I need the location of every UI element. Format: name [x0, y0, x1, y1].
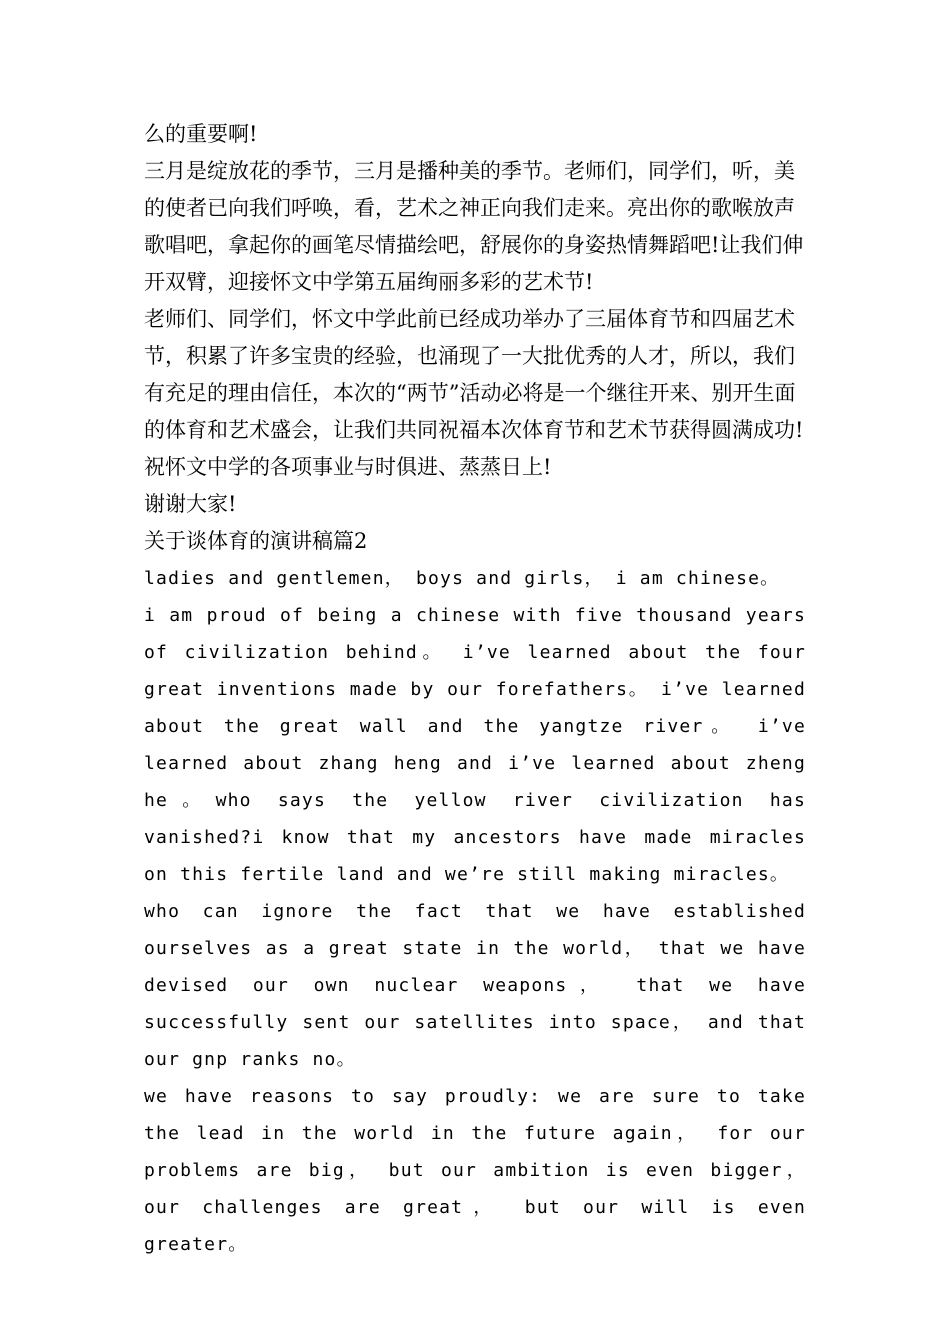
section-title: 关于谈体育的演讲稿篇2 [144, 529, 368, 553]
english-paragraph-future: we have reasons to say proudly: we are sure to take the lead in the world in the future again， for our problems are big， but our ambition is even bigger， our challenges are great， but our will is even greater。 [144, 1086, 819, 1255]
english-paragraph-achievements: who can ignore the fact that we have established ourselves as a great state in the world， that we have devised our own nuclear weapons， that we have successfully sent our satellites into space， and that our gnp ranks no。 [144, 901, 819, 1070]
english-paragraph-civilization: i am proud of being a chinese with five thousand years of civilization behind。 i’ve learned about the four great inventions made by our forefathers。 i’ve learned about the great wall and the yangtze river。 i’ve learned about zhang heng and i’ve learned about zheng he。who says the yellow river civilization has vanished?i know that my ancestors have made miracles on this fertile land and we’re still making miracles。 [144, 605, 819, 885]
paragraph-festival-blessing: 老师们、同学们，怀文中学此前已经成功举办了三届体育节和四届艺术节，积累了许多宝贵的经验，也涌现了一大批优秀的人才，所以，我们有充足的理由信任，本次的“两节”活动必将是一个继往开来、别开生面的体育和艺术盛会，让我们共同祝福本次体育节和艺术节获得圆满成功!祝怀文中学的各项事业与时俱进、蒸蒸日上! [144, 307, 804, 479]
paragraph-thanks: 谢谢大家! [144, 492, 237, 516]
document-body [144, 116, 819, 1263]
paragraph-fragment: 么的重要啊! [144, 122, 258, 146]
english-paragraph-greeting: ladies and gentlemen， boys and girls， i am chinese。 [144, 568, 780, 589]
paragraph-art-festival: 三月是绽放花的季节，三月是播种美的季节。老师们，同学们，听，美的使者已向我们呼唤，看，艺术之神正向我们走来。亮出你的歌喉放声歌唱吧，拿起你的画笔尽情描绘吧，舒展你的身姿热情舞蹈吧!让我们伸开双臂，迎接怀文中学第五届绚丽多彩的艺术节! [144, 159, 804, 294]
